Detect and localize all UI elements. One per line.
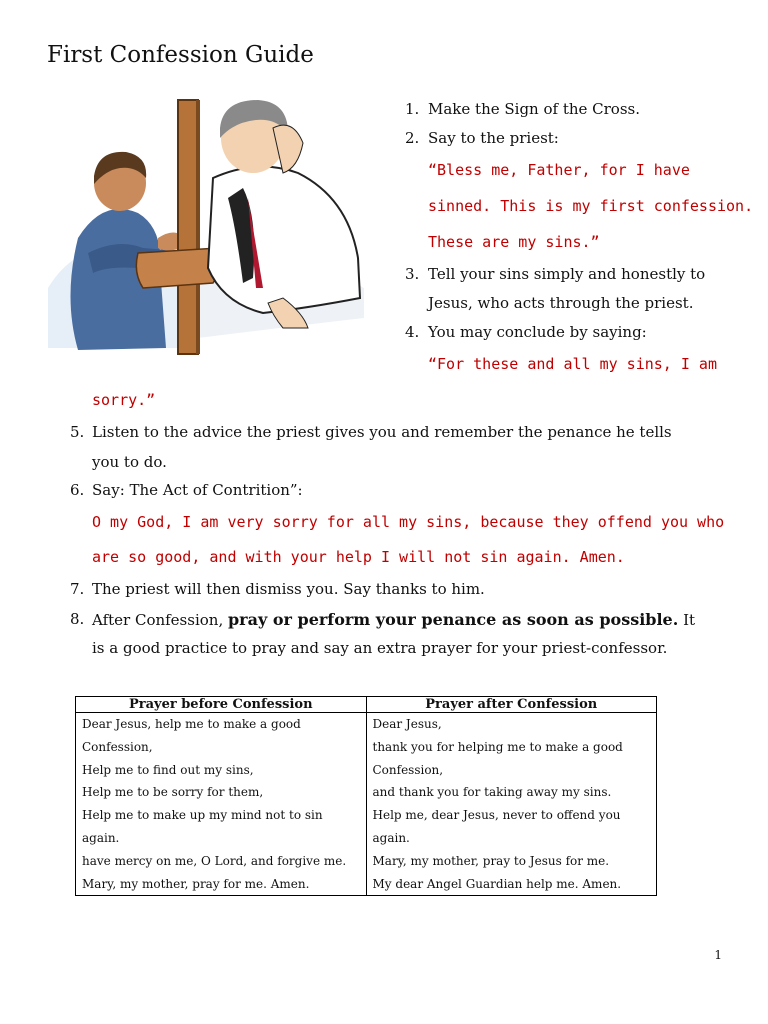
step-number: 2. [405, 129, 420, 147]
prayer-line: Help me to be sorry for them, [82, 785, 264, 800]
prayer-line: My dear Angel Guardian help me. Amen. [372, 876, 622, 891]
step-number: 8. [70, 610, 85, 628]
step-8-emphasis: pray or perform your penance as soon as possible. [227, 610, 679, 629]
prayer-line: and thank you for taking away my sins. [372, 785, 612, 800]
step-2-quote-line: “Bless me, Father, for I have [428, 161, 690, 179]
step-8-prefix: After Confession, [92, 611, 228, 629]
step-number: 4. [405, 323, 420, 341]
step-number: 7. [70, 580, 85, 598]
step-3-line: Tell your sins simply and honestly to [428, 265, 706, 283]
prayer-line: Dear Jesus, [372, 717, 442, 731]
prayer-line: Confession, [82, 739, 153, 754]
prayer-line: thank you for helping me to make a good [372, 739, 623, 754]
step-1-text: Make the Sign of the Cross. [428, 100, 640, 118]
prayer-before-cell [76, 713, 367, 896]
step-number: 3. [405, 265, 420, 283]
prayer-line: Help me, dear Jesus, never to offend you [372, 808, 621, 823]
step-4-quote-line: “For these and all my sins, I am [428, 355, 717, 373]
act-of-contrition-line: are so good, and with your help I will not sin again. Amen. [92, 548, 625, 566]
step-8-line: is a good practice to pray and say an extra prayer for your priest-confessor. [92, 639, 668, 657]
step-8-line [92, 610, 695, 629]
prayer-line: Confession, [372, 762, 444, 777]
prayer-line: again. [82, 830, 120, 845]
step-number: 6. [70, 481, 85, 499]
prayer-line: Dear Jesus, help me to make a good [82, 717, 301, 731]
column-header: Prayer before Confession [76, 697, 367, 713]
step-8-suffix: It [678, 611, 696, 629]
prayer-line: have mercy on me, O Lord, and forgive me. [82, 853, 347, 868]
step-6-text: Say: The Act of Contrition”: [92, 481, 303, 499]
step-3-line: Jesus, who acts through the priest. [428, 294, 694, 312]
step-5-line: you to do. [92, 453, 167, 471]
confession-illustration [48, 88, 364, 358]
column-header: Prayer after Confession [366, 697, 657, 713]
prayer-line: again. [372, 830, 410, 845]
prayer-line: Help me to find out my sins, [82, 762, 254, 777]
act-of-contrition-line: O my God, I am very sorry for all my sins, because they offend you who [92, 513, 725, 531]
prayer-line: Mary, my mother, pray to Jesus for me. [372, 853, 610, 868]
step-number: 5. [70, 423, 85, 441]
prayer-line: Mary, my mother, pray for me. Amen. [82, 876, 310, 891]
step-5-line: Listen to the advice the priest gives you and remember the penance he tells [92, 423, 672, 441]
step-4-text: You may conclude by saying: [428, 323, 647, 341]
step-7-text: The priest will then dismiss you. Say thanks to him. [92, 580, 485, 598]
step-2-quote-line: sinned. This is my first confession. [428, 197, 754, 215]
step-number: 1. [405, 100, 420, 118]
prayer-after-cell [366, 713, 657, 896]
prayer-line: Help me to make up my mind not to sin [82, 808, 323, 823]
page-number: 1 [714, 948, 722, 962]
step-2-text: Say to the priest: [428, 129, 559, 147]
step-2-quote-line: These are my sins.” [428, 233, 600, 251]
step-4-quote-line: sorry.” [92, 391, 156, 409]
priest-figure [208, 100, 360, 328]
prayers-table [75, 696, 657, 896]
page-title: First Confession Guide [47, 42, 314, 68]
